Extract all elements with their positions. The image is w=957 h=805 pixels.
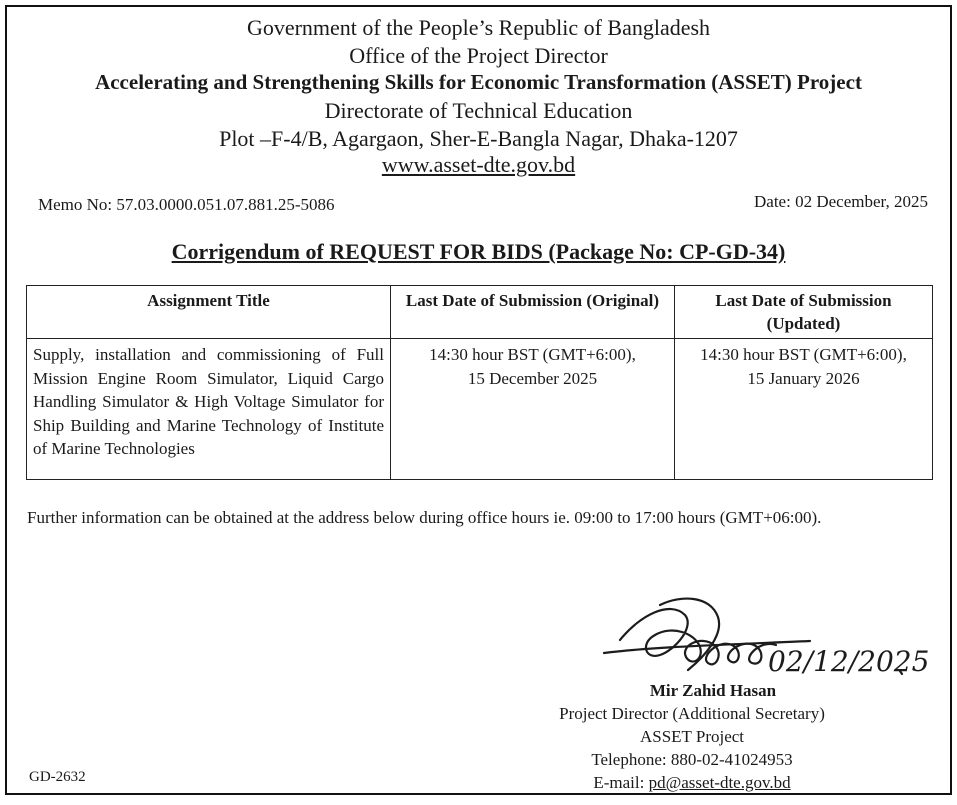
handwritten-date: 02/12/2025 — [768, 645, 930, 678]
signatory-block — [506, 679, 878, 794]
column-header-assignment: Assignment Title — [27, 286, 391, 339]
updated-deadline-time: 14:30 hour BST (GMT+6:00), — [700, 345, 907, 364]
email-label: E-mail: — [593, 773, 645, 792]
website-line — [7, 152, 950, 178]
original-deadline-date: 15 December 2025 — [467, 368, 598, 388]
signatory-telephone: Telephone: 880-02-41024953 — [591, 750, 793, 769]
assignment-title-cell: Supply, installation and commissioning of Full Mission Engine Room Simulator, Liquid Cargo Handling Simulator & High Voltage Simulator for Ship Building and Marine Technology of Institute of Marine Technologies — [27, 339, 391, 480]
directorate-heading: Directorate of Technical Education — [324, 98, 633, 123]
website-link[interactable]: www.asset-dte.gov.bd — [381, 152, 576, 177]
page-title — [7, 239, 950, 265]
table-header-row — [27, 286, 933, 339]
bids-table — [26, 285, 933, 480]
signatory-name: Mir Zahid Hasan — [649, 681, 777, 700]
government-heading: Government of the People’s Republic of Bangladesh — [246, 15, 711, 40]
original-deadline-cell — [391, 339, 675, 480]
signatory-project: ASSET Project — [639, 727, 745, 746]
office-heading: Office of the Project Director — [349, 43, 608, 68]
updated-deadline-cell — [675, 339, 933, 480]
further-information: Further information can be obtained at the address below during office hours ie. 09:00 to 17:00 hours (GMT+06:00). — [27, 508, 822, 527]
column-header-updated: Last Date of Submission (Updated) — [675, 286, 933, 339]
original-deadline-time: 14:30 hour BST (GMT+6:00), — [429, 345, 636, 364]
notice-page — [5, 5, 952, 795]
address-line: Plot –F-4/B, Agargaon, Sher-E-Bangla Nagar, Dhaka-1207 — [219, 126, 738, 151]
memo-date: Date: 02 December, 2025 — [754, 192, 928, 211]
corrigendum-title: Corrigendum of REQUEST FOR BIDS (Package No: CP-GD-34) — [171, 239, 786, 264]
updated-deadline-date: 15 January 2026 — [747, 368, 860, 388]
email-link[interactable]: pd@asset-dte.gov.bd — [648, 773, 791, 792]
footer-code: GD-2632 — [29, 769, 86, 785]
project-heading: Accelerating and Strengthening Skills for Economic Transformation (ASSET) Project — [95, 70, 862, 94]
signature-scribble — [620, 609, 776, 664]
memo-number: Memo No: 57.03.0000.051.07.881.25-5086 — [38, 195, 335, 214]
signatory-email-line — [506, 771, 878, 794]
signatory-designation: Project Director (Additional Secretary) — [559, 704, 825, 723]
column-header-original: Last Date of Submission (Original) — [391, 286, 675, 339]
table-row — [27, 339, 933, 480]
